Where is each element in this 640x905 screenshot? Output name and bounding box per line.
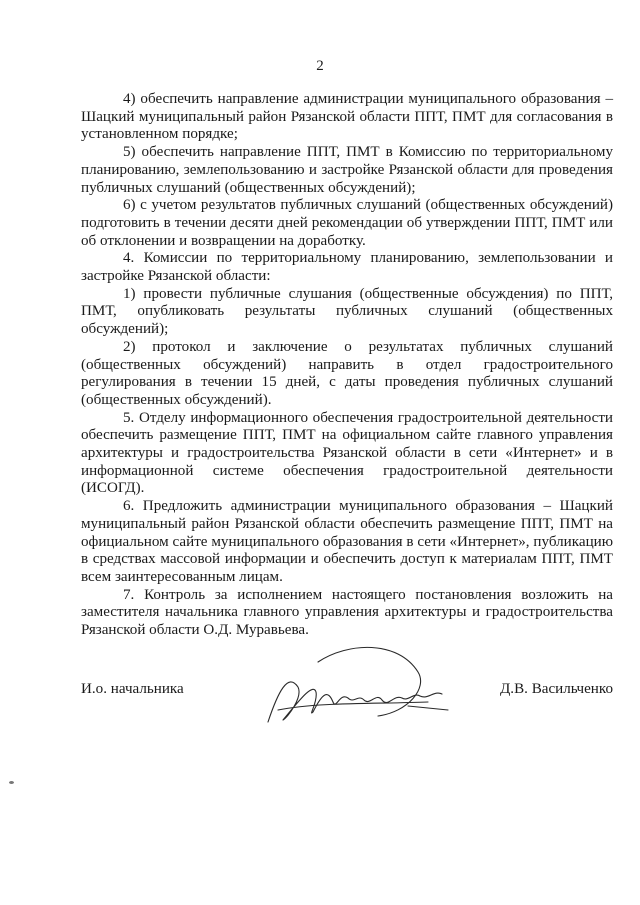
signer-name: Д.В. Васильченко [500, 681, 613, 697]
scan-speck [9, 781, 14, 784]
paragraph-item-4-sub-1: 1) провести публичные слушания (общественные обсуждения) по ППТ, ПМТ, опубликовать результаты публичных слушаний (общественных обсуждений); [81, 285, 613, 338]
paragraph-4-1: 4) обеспечить направление администрации муниципального образования – Шацкий муниципальный район Рязанской области ППТ, ПМТ для согласования в установленном порядке; [81, 91, 613, 143]
signer-position: И.о. начальника [81, 681, 184, 697]
paragraph-item-5: 5. Отделу информационного обеспечения градостроительной деятельности обеспечить размещение ППТ, ПМТ на официальном сайте главного управления архитектуры и градостроительства Рязанской области в сети «Интернет» и в информационной системе обеспечения градостроительной деятельности (ИСОГД). [81, 409, 613, 497]
paragraph-item-6: 6. Предложить администрации муниципального образования – Шацкий муниципальный район Рязанской области обеспечить размещение ППТ, ПМТ на официальном сайте муниципального образования в сети «Интернет», публикацию в средствах массовой информации и обеспечить доступ к материалам ППТ, ПМТ всем заинтересованным лицам. [81, 498, 613, 585]
page-number: 2 [316, 58, 324, 74]
paragraph-item-4: 4. Комиссии по территориальному планированию, землепользовании и застройке Рязанской области: [81, 250, 613, 285]
paragraph-item-4-sub-2: 2) протокол и заключение о результатах публичных слушаний (общественных обсуждений) направить в отдел градостроительного регулирования в течении 15 дней, с даты проведения публичных слушаний (общественных обсуждений). [81, 338, 613, 408]
document-body [81, 91, 613, 640]
paragraph-4-2: 5) обеспечить направление ППТ, ПМТ в Комиссию по территориальному планированию, землепользованию и застройке Рязанской области для проведения публичных слушаний (общественных обсуждений); [81, 144, 613, 196]
paragraph-item-7: 7. Контроль за исполнением настоящего постановления возложить на заместителя начальника главного управления архитектуры и градостроительства Рязанской области О.Д. Муравьева. [81, 586, 613, 639]
signature-block [81, 681, 613, 721]
paragraph-4-3: 6) с учетом результатов публичных слушаний (общественных обсуждений) подготовить в течении десяти дней рекомендации об утверждении ППТ, ПМТ или об отклонении и возвращении на доработку. [81, 197, 613, 249]
